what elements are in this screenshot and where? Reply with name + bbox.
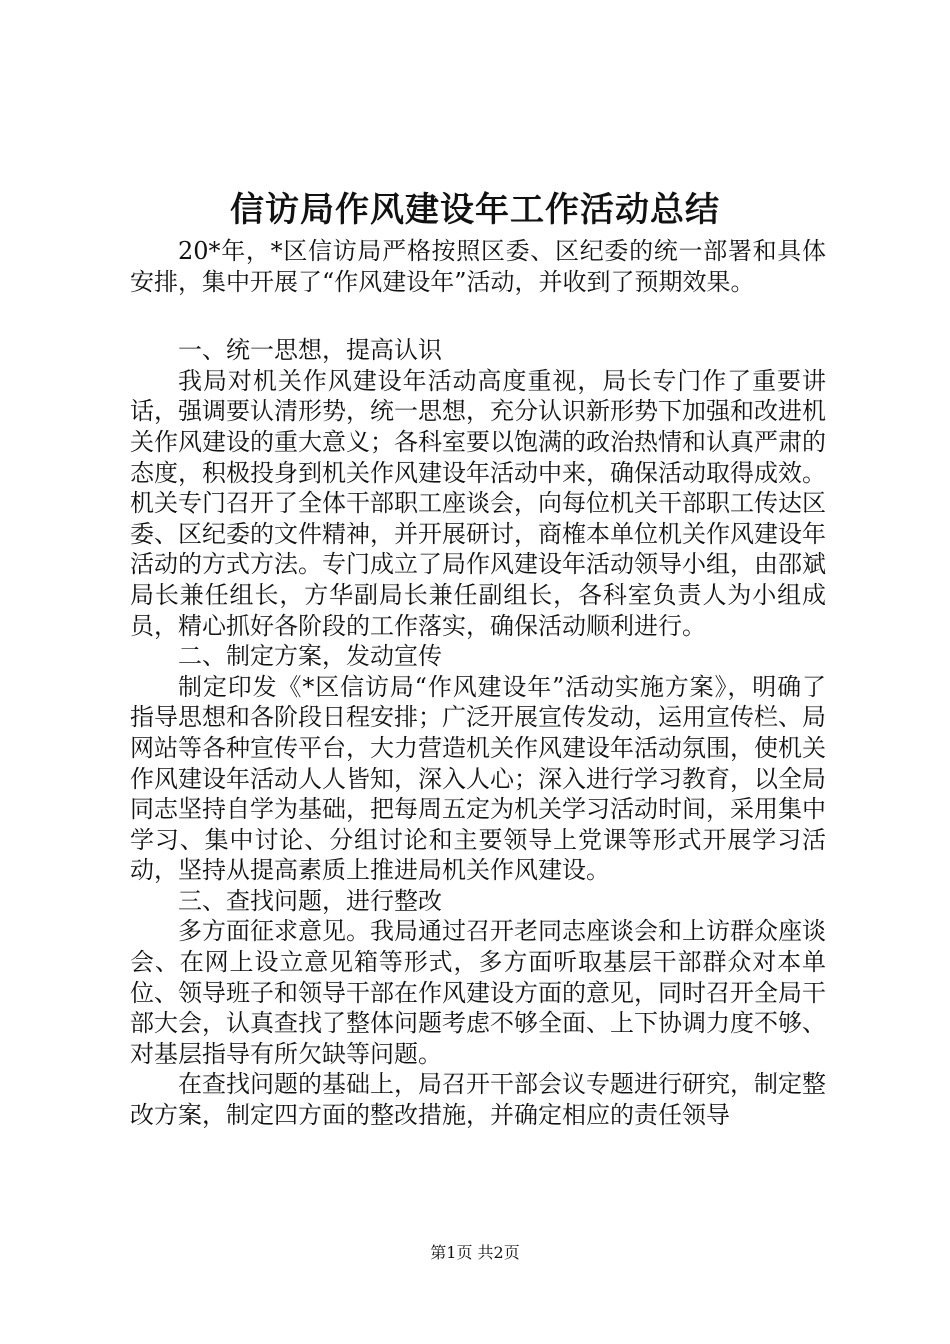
section-1-heading: 一、统一思想，提高认识 <box>178 336 442 365</box>
paragraph-spacer <box>130 297 826 335</box>
section-3-paragraph-2: 在查找问题的基础上，局召开干部会议专题进行研究，制定整改方案，制定四方面的整改措施，并确定相应的责任领导 <box>130 1070 826 1130</box>
document-title: 信访局作风建设年工作活动总结 <box>230 190 720 230</box>
section-1-paragraph-1: 我局对机关作风建设年活动高度重视，局长专门作了重要讲话，强调要认清形势，统一思想，充分认识新形势下加强和改进机关作风建设的重大意义；各科室要以饱满的政治热情和认真严肃的态度，积极投身到机关作风建设年活动中来，确保活动取得成效。机关专门召开了全体干部职工座谈会，向每位机关干部职工传达区委、区纪委的文件精神，并开展研讨，商榷本单位机关作风建设年活动的方式方法。专门成立了局作风建设年活动领导小组，由邵斌局长兼任组长，方华副局长兼任副组长，各科室负责人为小组成员，精心抓好各阶段的工作落实，确保活动顺利进行。 <box>130 366 826 640</box>
section-3-heading: 三、查找问题，进行整改 <box>178 886 442 915</box>
section-2-heading: 二、制定方案，发动宣传 <box>178 642 442 671</box>
section-3-paragraph-1: 多方面征求意见。我局通过召开老同志座谈会和上访群众座谈会、在网上设立意见箱等形式，多方面听取基层干部群众对本单位、领导班子和领导干部在作风建设方面的意见，同时召开全局干部大会，认真查找了整体问题考虑不够全面、上下协调力度不够、对基层指导有所欠缺等问题。 <box>130 917 826 1068</box>
document-body <box>130 236 826 1131</box>
section-2-paragraph-1: 制定印发《*区信访局“作风建设年”活动实施方案》，明确了指导思想和各阶段日程安排；广泛开展宣传发动，运用宣传栏、局网站等各种宣传平台，大力营造机关作风建设年活动氛围，使机关作风建设年活动人人皆知，深入人心；深入进行学习教育，以全局同志坚持自学为基础，把每周五定为机关学习活动时间，采用集中学习、集中讨论、分组讨论和主要领导上党课等形式开展学习活动，坚持从提高素质上推进局机关作风建设。 <box>130 672 826 885</box>
intro-paragraph: 20*年，*区信访局严格按照区委、区纪委的统一部署和具体安排，集中开展了“作风建设年”活动，并收到了预期效果。 <box>130 237 826 296</box>
page-footer: 第1页 共2页 <box>430 1243 520 1262</box>
